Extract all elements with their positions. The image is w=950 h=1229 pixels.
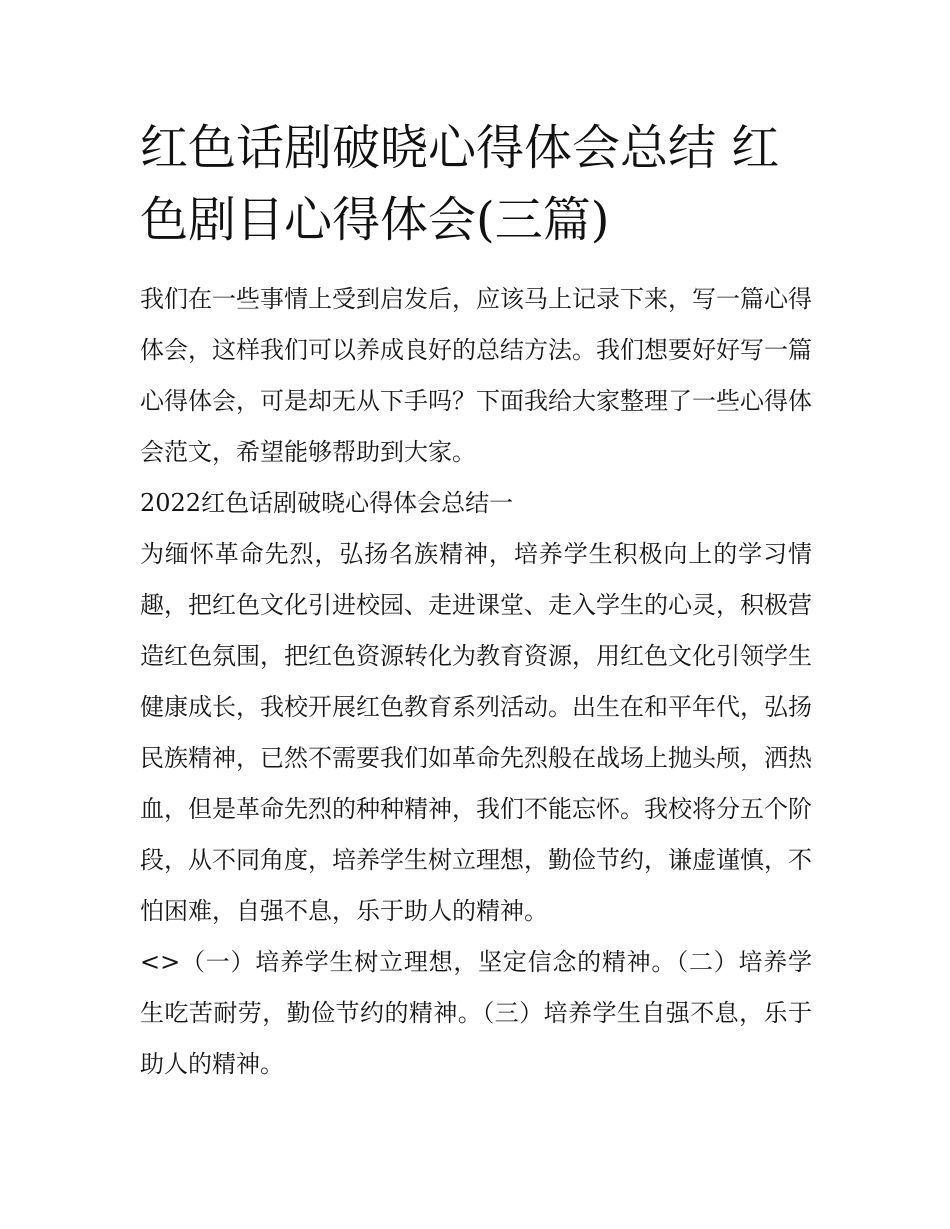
document-title: 红色话剧破晓心得体会总结 红色剧目心得体会(三篇) bbox=[140, 120, 780, 248]
section-heading: 2022红色话剧破晓心得体会总结一 bbox=[140, 489, 514, 517]
intro-paragraph: 我们在一些事情上受到启发后，应该马上记录下来，写一篇心得体会，这样我们可以养成良好的总结方法。我们想要好好写一篇心得体会，可是却无从下手吗？下面我给大家整理了一些心得体会范文，希望能够帮助到大家。 bbox=[140, 285, 812, 466]
list-paragraph: <>（一）培养学生树立理想，坚定信念的精神。（二）培养学生吃苦耐劳，勤俭节约的精神。（三）培养学生自强不息，乐于助人的精神。 bbox=[140, 948, 812, 1078]
document-content bbox=[140, 112, 812, 1090]
body-paragraph: 为缅怀革命先烈，弘扬名族精神，培养学生积极向上的学习情趣，把红色文化引进校园、走进课堂、走入学生的心灵，积极营造红色氛围，把红色资源转化为教育资源，用红色文化引领学生健康成长，我校开展红色教育系列活动。出生在和平年代，弘扬民族精神，已然不需要我们如革命先烈般在战场上抛头颅，洒热血，但是革命先烈的种种精神，我们不能忘怀。我校将分五个阶段，从不同角度，培养学生树立理想，勤俭节约，谦虚谨慎，不怕困难，自强不息，乐于助人的精神。 bbox=[140, 540, 812, 925]
